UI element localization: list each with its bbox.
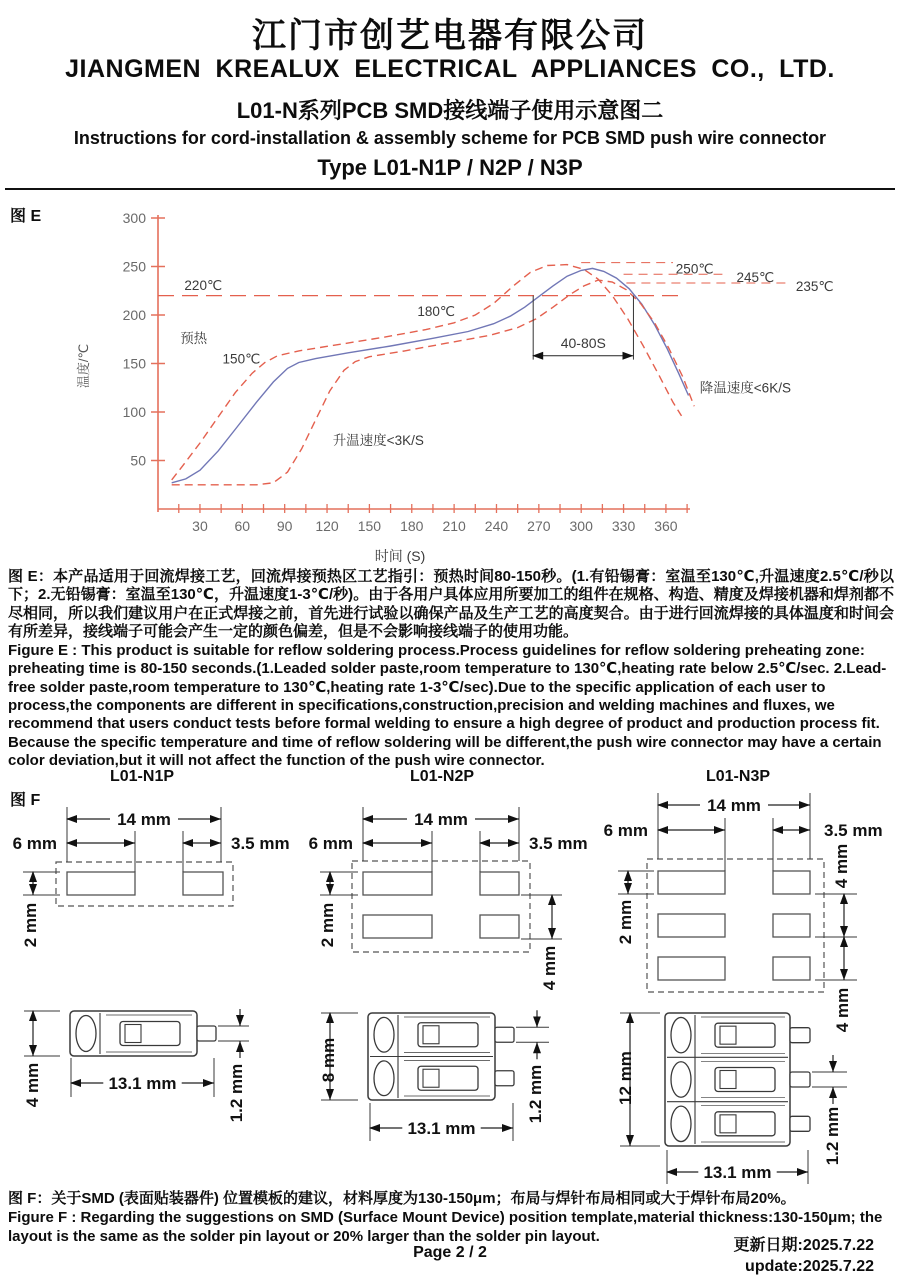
dim-overall-width-label: 14 mm xyxy=(117,810,171,829)
dim-right-pad-label: 3.5 mm xyxy=(231,834,290,853)
type-line: Type L01-N1P / N2P / N3P xyxy=(317,155,583,180)
figure-f-caption-en: Figure F : Regarding the suggestions on SMD (Surface Mount Device) position template,material thickness:130-150μm; the layout is the same as the solder pin layout or 20% larger than the solder pin layout. xyxy=(8,1209,883,1245)
solder-pad xyxy=(773,957,810,980)
company-name-cn: 江门市创艺电器有限公司 xyxy=(252,17,648,55)
y-tick-label: 100 xyxy=(122,404,146,420)
document-subtitle-cn: L01-N系列PCB SMD接线端子使用示意图二 xyxy=(236,98,664,123)
latch-button xyxy=(423,1069,439,1087)
x-tick-label: 150 xyxy=(357,518,382,534)
y-axis-title: 温度/℃ xyxy=(76,343,91,389)
x-tick-label: 360 xyxy=(654,518,678,534)
solder-pad xyxy=(480,872,519,895)
figure-e-label: 图 E xyxy=(10,208,42,225)
solder-pad xyxy=(658,957,725,980)
x-tick-label: 60 xyxy=(234,518,251,534)
solder-pad xyxy=(658,914,725,937)
chart-annotation: 预热 xyxy=(180,331,208,347)
dim-right-pad-label: 3.5 mm xyxy=(529,834,588,853)
dim-pin-label: 1.2 mm xyxy=(823,1106,842,1166)
latch-button xyxy=(720,1115,736,1133)
column-title-n2p: L01-N2P xyxy=(409,768,475,785)
figure-f-caption-cn: 图 F：关于SMD (表面贴装器件) 位置模板的建议，材料厚度为130-150μm；布局与焊针布局相同或大于焊针布局20%。 xyxy=(8,1190,796,1207)
x-axis-title: 时间 (S) xyxy=(374,548,426,564)
y-tick-label: 50 xyxy=(130,452,146,469)
x-tick-label: 120 xyxy=(315,518,339,534)
dim-right-pad-label: 3.5 mm xyxy=(824,821,883,840)
latch-button xyxy=(720,1026,736,1044)
dim-row-pitch-label: 4 mm xyxy=(832,843,851,889)
release-lever xyxy=(671,1017,691,1052)
release-lever xyxy=(374,1017,394,1052)
y-tick-label: 200 xyxy=(122,307,146,323)
solder-pin xyxy=(790,1072,810,1087)
solder-pin xyxy=(495,1071,514,1086)
solder-pin xyxy=(495,1027,514,1042)
dim-row-pitch-label: 4 mm xyxy=(540,945,559,991)
chart-annotation: 220℃ xyxy=(184,277,223,293)
y-tick-label: 250 xyxy=(122,258,146,275)
company-name-en: JIANGMEN KREALUX ELECTRICAL APPLIANCES CO., LTD. xyxy=(65,55,835,83)
solder-pin xyxy=(790,1028,810,1043)
figure-e-caption-en: Figure E : This product is suitable for reflow soldering process.Process guidelines for reflow soldering preheating zone: preheating time is 80-150 seconds.(1.Leaded solder paste,room temperature to 130℃,heating rate below 2.5℃/sec. 2.Lead-free solder paste,room temperature to 130℃,heating rate 1-3℃/sec).Due to the specific application of each user to process,the components are different in specifications,construction,precision and welding machines and fluxes, we recommend that users conduct tests before formal welding to ensure a high degree of product and production process fit. Because the specific temperature and time of reflow soldering will be different,the push wire connector may have a certain color deviation,but it will not affect the function of the push wire connector. xyxy=(8,642,887,769)
release-lever xyxy=(671,1062,691,1097)
update-date-en: update:2025.7.22 xyxy=(745,1258,874,1276)
x-tick-label: 240 xyxy=(484,518,509,534)
chart-annotation: 150℃ xyxy=(222,351,261,367)
x-tick-label: 90 xyxy=(276,518,293,534)
dim-pad-height-label: 2 mm xyxy=(616,899,635,945)
document-subtitle-en: Instructions for cord-installation & assembly scheme for PCB SMD push wire connector xyxy=(73,128,827,148)
dim-body-height-label: 8 mm xyxy=(319,1037,338,1083)
figure-e-caption xyxy=(8,568,894,771)
y-tick-label: 300 xyxy=(122,210,146,226)
solder-pad xyxy=(363,872,432,895)
dim-body-length-label: 13.1 mm xyxy=(407,1119,476,1138)
dim-body-height-label: 4 mm xyxy=(23,1062,42,1108)
dim-left-pad-label: 6 mm xyxy=(603,821,648,840)
chart-annotation: 降温速度<6K/S xyxy=(699,380,791,396)
latch-button xyxy=(423,1026,439,1044)
solder-pin xyxy=(197,1026,216,1041)
update-date-cn: 更新日期:2025.7.22 xyxy=(733,1237,874,1254)
chart-annotation: 180℃ xyxy=(417,303,456,319)
chart-annotation: 250℃ xyxy=(675,261,714,277)
page-number: Page 2 / 2 xyxy=(413,1244,487,1261)
dim-left-pad-label: 6 mm xyxy=(12,834,57,853)
x-tick-label: 270 xyxy=(527,518,551,534)
solder-pad xyxy=(67,872,135,895)
x-tick-label: 210 xyxy=(442,518,466,534)
solder-pad xyxy=(363,915,432,938)
dim-overall-width-label: 14 mm xyxy=(707,796,761,815)
figure-e-caption-cn: 图 E：本产品适用于回流焊接工艺，回流焊接预热区工艺指引：预热时间80-150秒。(1.有铅锡膏：室温至130℃,升温速度2.5℃/秒以下；2.无铅锡膏：室温至130℃，升温速度1-3℃/秒)。由于各用户具体应用所要加工的组件在规格、构造、精度及焊接机器和焊剂都不尽相同，所以我们建议用户在正式焊接之前，首先进行试验以确保产品及生产工艺的高度契合。由于进行回流焊接的具体温度和时间会有所差异，接线端子可能会产生一定的颜色偏差，但是不会影响接线端子的使用功能。 xyxy=(8,568,894,640)
dim-body-length-label: 13.1 mm xyxy=(703,1163,772,1182)
x-tick-label: 300 xyxy=(569,518,593,534)
solder-pin xyxy=(790,1116,810,1131)
chart-annotation: 245℃ xyxy=(736,270,775,286)
chart-annotation: 升温速度<3K/S xyxy=(332,432,424,448)
x-tick-label: 330 xyxy=(611,518,636,534)
chart-annotation: 235℃ xyxy=(795,278,834,294)
dim-left-pad-label: 6 mm xyxy=(308,834,353,853)
x-tick-label: 30 xyxy=(192,518,208,534)
solder-pad xyxy=(480,915,519,938)
dim-pin-label: 1.2 mm xyxy=(227,1063,246,1123)
solder-pad xyxy=(773,914,810,937)
dim-overall-width-label: 14 mm xyxy=(414,810,468,829)
series-upper-limit xyxy=(172,265,682,480)
solder-pad xyxy=(183,872,223,895)
column-title-n3p: L01-N3P xyxy=(705,768,771,785)
solder-pad xyxy=(658,871,725,894)
dim-pad-height-label: 2 mm xyxy=(318,902,337,948)
release-lever xyxy=(76,1016,96,1052)
latch-button xyxy=(720,1071,736,1089)
release-lever xyxy=(374,1061,394,1096)
dim-pad-height-label: 2 mm xyxy=(21,902,40,948)
dim-body-length-label: 13.1 mm xyxy=(108,1074,177,1093)
column-title-n1p: L01-N1P xyxy=(109,768,175,785)
figure-f-label: 图 F xyxy=(10,792,41,809)
soak-label: 40-80S xyxy=(560,334,606,351)
release-lever xyxy=(671,1106,691,1141)
x-tick-label: 180 xyxy=(400,518,424,534)
y-tick-label: 150 xyxy=(122,355,146,372)
dim-row-pitch-label: 4 mm xyxy=(833,987,852,1033)
latch-button xyxy=(125,1025,141,1043)
dim-pin-label: 1.2 mm xyxy=(526,1064,545,1124)
solder-pad xyxy=(773,871,810,894)
dim-body-height-label: 12 mm xyxy=(616,1051,635,1105)
series-typical-profile xyxy=(172,268,689,482)
update-dates xyxy=(733,1235,874,1277)
